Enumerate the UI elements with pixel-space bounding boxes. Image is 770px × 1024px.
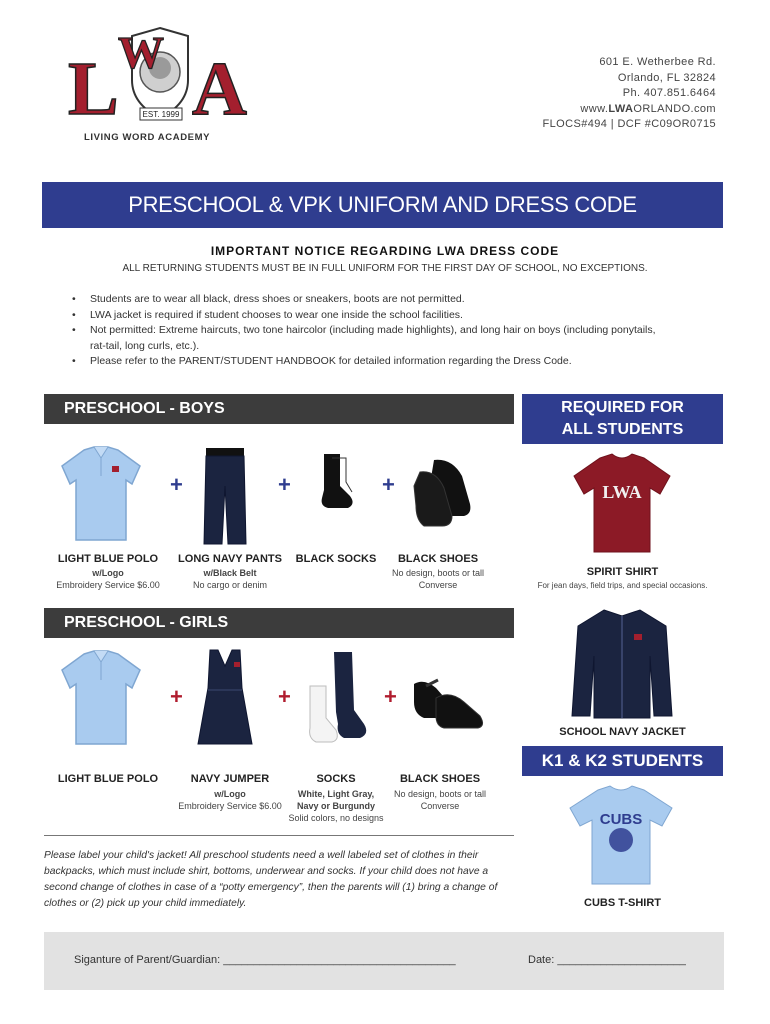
address-license: FLOCS#494 | DCF #C09OR0715: [542, 118, 716, 130]
signature-field[interactable]: Siganture of Parent/Guardian: ______________________________________: [74, 954, 456, 966]
page-title: PRESCHOOL & VPK UNIFORM AND DRESS CODE: [42, 182, 723, 228]
cubs-shirt-label: CUBS T-SHIRT: [584, 897, 661, 909]
spirit-shirt-detail: For jean days, field trips, and special occasions.: [537, 581, 708, 590]
plus-icon: +: [278, 684, 291, 709]
item-label: BLACK SHOES: [399, 773, 481, 785]
navy-jumper-image: [196, 648, 254, 748]
item-label: LONG NAVY PANTS: [178, 553, 282, 565]
divider: [44, 835, 514, 836]
lwa-logo: [60, 22, 260, 150]
rule-item: • Students are to wear all black, dress shoes or sneakers, boots are not permitted.: [72, 292, 672, 308]
section-heading-girls: PRESCHOOL - GIRLS: [44, 608, 514, 638]
black-shoes-image: [410, 676, 486, 732]
cubs-tshirt-image: [566, 784, 676, 888]
item-label: BLACK SOCKS: [295, 553, 377, 565]
spirit-shirt-image: [570, 452, 674, 556]
notice-title: IMPORTANT NOTICE REGARDING LWA DRESS CODE: [210, 244, 560, 258]
school-address: [543, 55, 716, 133]
address-website[interactable]: www.LWAORLANDO.com: [580, 102, 716, 115]
jacket-label: SCHOOL NAVY JACKET: [559, 726, 686, 738]
address-city: Orlando, FL 32824: [617, 71, 716, 84]
item-detail: w/Logo Embroidery Service $6.00: [178, 789, 282, 811]
item-detail: White, Light Gray, Navy or Burgundy Solid colors, no designs: [288, 789, 384, 823]
black-shoes-image: [412, 458, 474, 528]
rule-item: • Please refer to the PARENT/STUDENT HANDBOOK for detailed information regarding the Dress Code.: [72, 354, 672, 370]
svg-text:L: L: [68, 47, 119, 131]
navy-pants-image: [200, 446, 250, 546]
item-label: LIGHT BLUE POLO: [57, 773, 159, 785]
svg-text:A: A: [192, 47, 247, 131]
section-heading-boys: PRESCHOOL - BOYS: [44, 394, 514, 424]
plus-icon: +: [382, 472, 395, 497]
item-detail: w/Black Belt No cargo or denim: [192, 568, 268, 590]
svg-text:CUBS: CUBS: [599, 811, 643, 828]
dress-code-rules: [72, 292, 672, 370]
svg-text:LIVING WORD ACADEMY: LIVING WORD ACADEMY: [83, 132, 211, 143]
item-label: BLACK SHOES: [397, 553, 479, 565]
k1-k2-heading: K1 & K2 STUDENTS: [522, 746, 723, 776]
plus-icon: +: [170, 472, 183, 497]
address-phone: Ph. 407.851.6464: [622, 87, 716, 99]
black-socks-image: [310, 452, 358, 512]
spirit-shirt-label: SPIRIT SHIRT: [586, 566, 659, 578]
plus-icon: +: [170, 684, 183, 709]
item-label: NAVY JUMPER: [190, 773, 270, 785]
svg-text:W: W: [118, 27, 164, 78]
item-detail: No design, boots or tall Converse: [391, 568, 485, 590]
socks-image: [304, 650, 370, 746]
label-clothing-note: Please label your child's jacket! All preschool students need a well labeled set of clothes in their backpacks, which must include shirt, bottoms, underwear and socks. If your child does not have a second change of clothes in case of a “potty emergency”, then the parents will (1) bring a change of clothes or (2) pick up your child immediately.: [44, 850, 498, 909]
item-label: SOCKS: [316, 773, 356, 785]
item-detail: No design, boots or tall Converse: [393, 789, 487, 811]
notice-subtitle: ALL RETURNING STUDENTS MUST BE IN FULL UNIFORM FOR THE FIRST DAY OF SCHOOL, NO EXCEPTIONS.: [122, 263, 648, 274]
required-heading: REQUIRED FOR ALL STUDENTS: [522, 394, 723, 444]
rule-item: • LWA jacket is required if student chooses to wear one inside the school facilities.: [72, 308, 672, 324]
light-blue-polo-image: [56, 648, 146, 748]
plus-icon: +: [278, 472, 291, 497]
item-label: LIGHT BLUE POLO: [57, 553, 159, 565]
date-field[interactable]: Date: _____________________: [528, 954, 686, 966]
address-street: 601 E. Wetherbee Rd.: [599, 56, 716, 68]
plus-icon: +: [384, 684, 397, 709]
svg-text:EST. 1999: EST. 1999: [142, 110, 180, 119]
rule-item: • Not permitted: Extreme haircuts, two tone haircolor (including made highlights), and long hair on boys (including ponytails, rat-tail, long curls, etc.).: [72, 323, 672, 354]
light-blue-polo-image: [56, 444, 146, 544]
svg-text:LWA: LWA: [602, 482, 642, 502]
item-detail: w/Logo Embroidery Service $6.00: [56, 568, 160, 590]
navy-jacket-image: [570, 606, 674, 722]
